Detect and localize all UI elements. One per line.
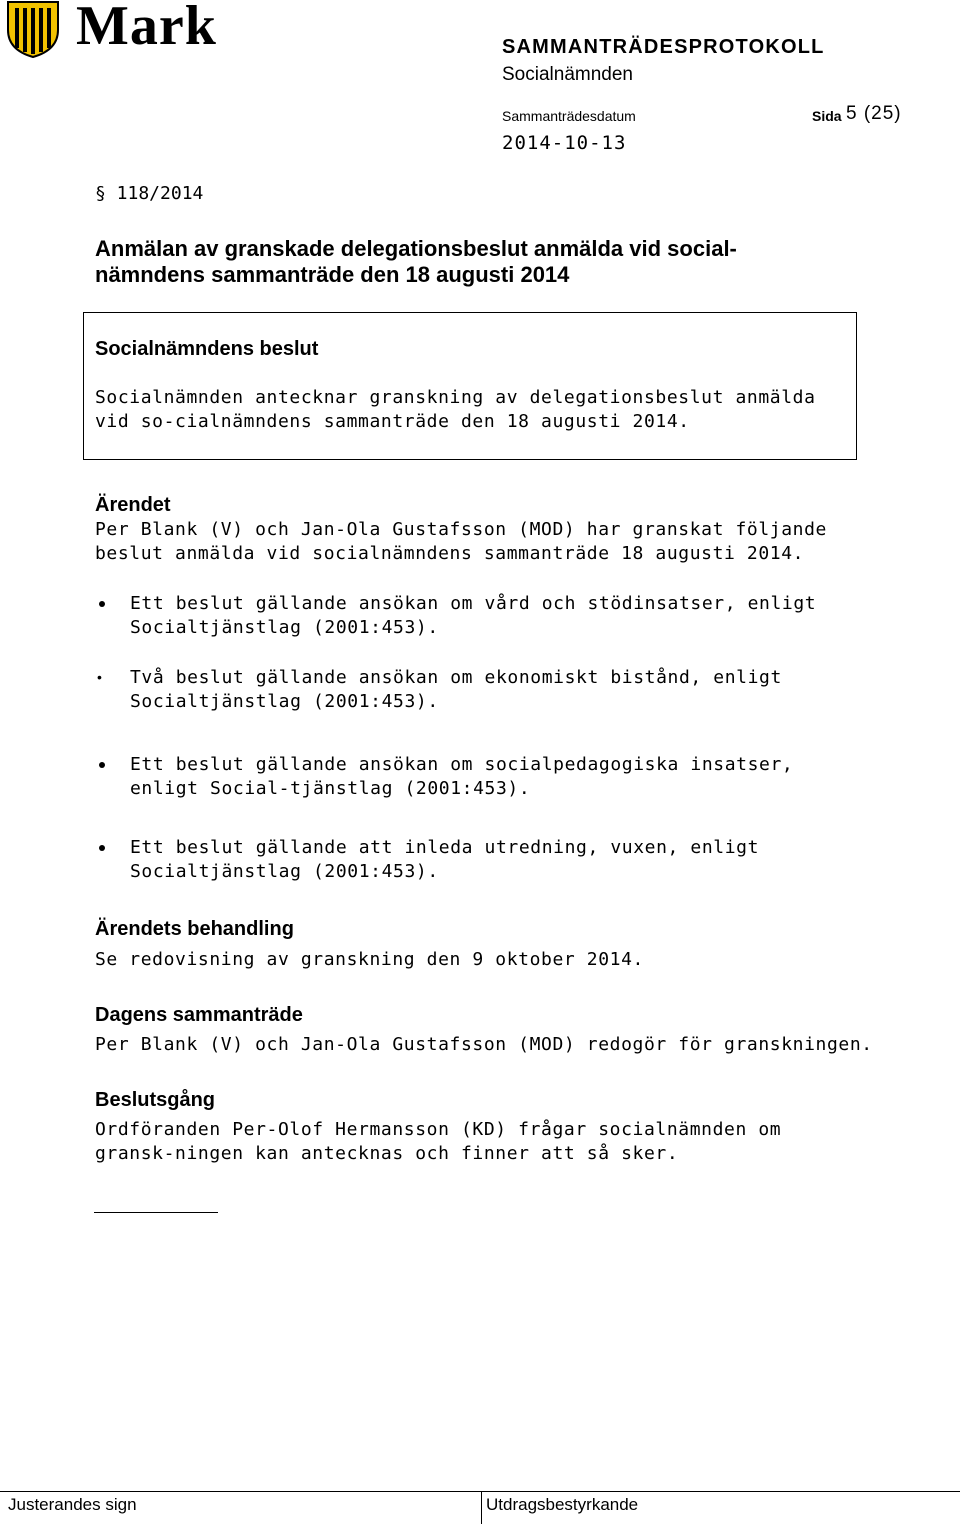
footer-rule bbox=[0, 1491, 960, 1492]
municipality-logo bbox=[4, 0, 234, 60]
arendet-bullet-3: Ett beslut gällande ansökan om socialpedagogiska insatser, enligt Social-tjänstlag (2001:453). bbox=[130, 754, 794, 799]
bullet-icon bbox=[99, 601, 105, 607]
meeting-date-label: Sammanträdesdatum bbox=[502, 108, 636, 124]
footer-divider bbox=[481, 1491, 482, 1524]
coat-of-arms-icon bbox=[4, 0, 62, 58]
decision-text: Socialnämnden antecknar granskning av delegationsbeslut anmälda vid so-cialnämndens sammanträde den 18 augusti 2014. bbox=[95, 387, 816, 432]
section-number: § 118/2014 bbox=[95, 183, 204, 204]
decision-heading: Socialnämndens beslut bbox=[95, 338, 319, 360]
arendet-bullet-1: Ett beslut gällande ansökan om vård och stödinsatser, enligt Socialtjänstlag (2001:453). bbox=[130, 593, 817, 638]
footer-utdragsbestyrkande: Utdragsbestyrkande bbox=[486, 1495, 639, 1514]
footer-justerandes-sign: Justerandes sign bbox=[8, 1495, 137, 1514]
arendet-bullet-4: Ett beslut gällande att inleda utredning, vuxen, enligt Socialtjänstlag (2001:453). bbox=[130, 837, 760, 882]
arendet-heading: Ärendet bbox=[95, 494, 171, 516]
meeting-date: 2014-10-13 bbox=[502, 132, 627, 154]
behandling-text: Se redovisning av granskning den 9 oktober 2014. bbox=[95, 949, 644, 970]
bullet-icon bbox=[99, 762, 105, 768]
arendet-bullet-2: Två beslut gällande ansökan om ekonomiskt bistånd, enligt Socialtjänstlag (2001:453). bbox=[130, 667, 782, 712]
page-label: Sida bbox=[812, 108, 842, 124]
document-title: SAMMANTRÄDESPROTOKOLL bbox=[502, 36, 825, 58]
signature-rule bbox=[94, 1212, 218, 1213]
bullet-dot-icon: • bbox=[97, 669, 102, 685]
page-number: 5 (25) bbox=[846, 103, 902, 124]
beslutsgang-text: Ordföranden Per-Olof Hermansson (KD) frågar socialnämnden om gransk-ningen kan antecknas och finner att så sker. bbox=[95, 1119, 782, 1164]
section-title: Anmälan av granskade delegationsbeslut anmälda vid social-nämndens sammanträde den 18 augusti 2014 bbox=[95, 236, 737, 287]
beslutsgang-heading: Beslutsgång bbox=[95, 1089, 216, 1111]
dagens-heading: Dagens sammanträde bbox=[95, 1004, 303, 1026]
logo-text: Mark bbox=[76, 0, 217, 57]
committee-name: Socialnämnden bbox=[502, 64, 633, 85]
dagens-text: Per Blank (V) och Jan-Ola Gustafsson (MOD) redogör för granskningen. bbox=[95, 1034, 873, 1055]
behandling-heading: Ärendets behandling bbox=[95, 918, 294, 940]
arendet-text: Per Blank (V) och Jan-Ola Gustafsson (MOD) har granskat följande beslut anmälda vid socialnämndens sammanträde 18 augusti 2014. bbox=[95, 519, 827, 564]
bullet-icon bbox=[99, 845, 105, 851]
